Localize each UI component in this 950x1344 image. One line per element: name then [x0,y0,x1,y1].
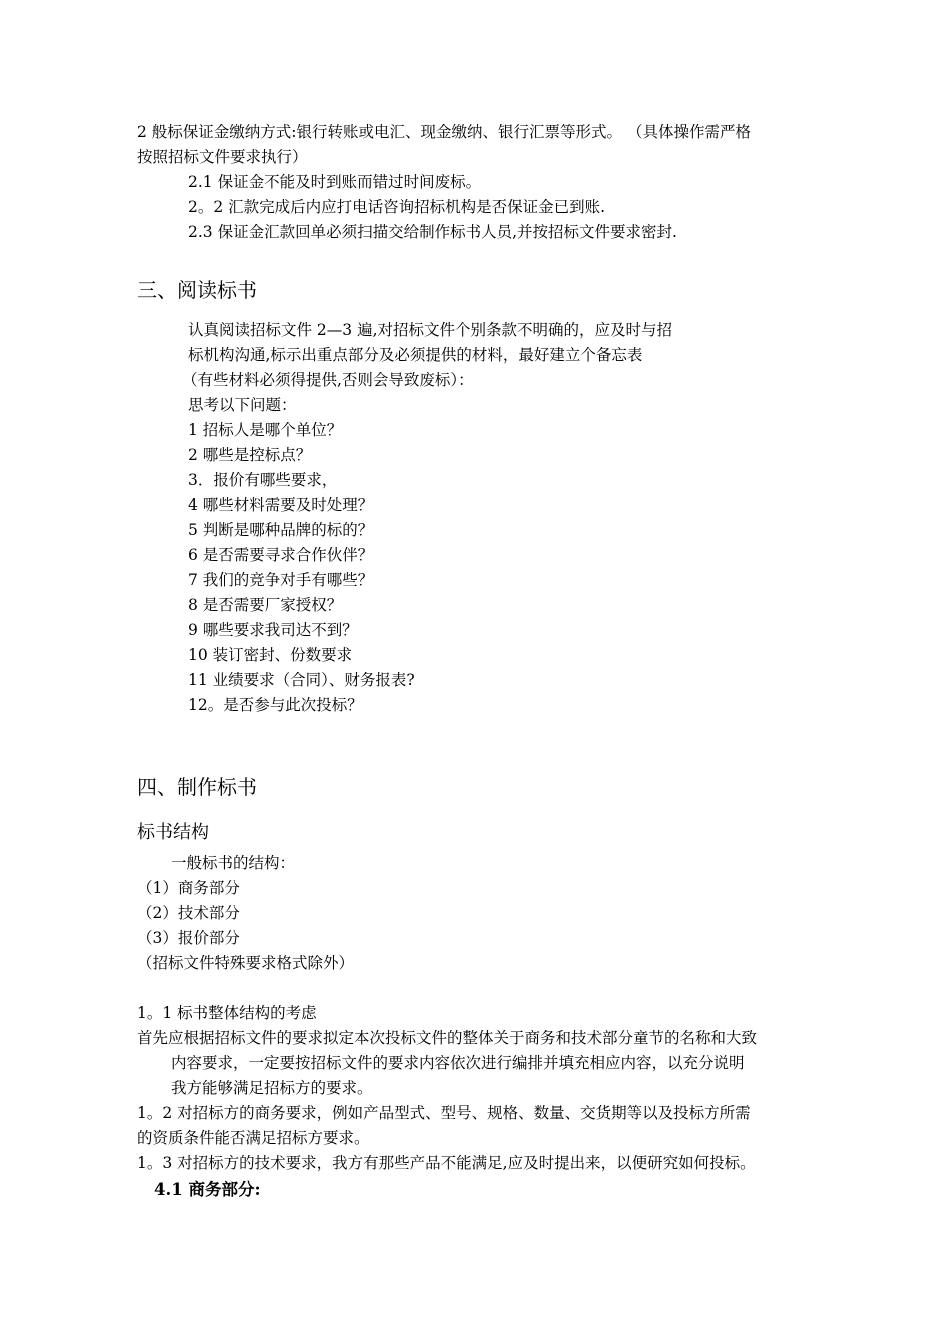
paragraph-read-intro-line3: （有些材料必须得提供,否则会导致废标）： [182,371,474,389]
list-item: 2 哪些是控标点？ [188,446,312,464]
questions-title: 思考以下问题： [188,396,297,414]
list-item: （1）商务部分 [137,879,240,897]
list-item: 10 装订密封、份数要求 [188,646,353,664]
structure-note: （招标文件特殊要求格式除外） [137,954,355,972]
list-item: 11 业绩要求（合同）、财务报表? [188,671,415,689]
paragraph-1-2-line1: 1。2 对招标方的商务要求，例如产品型式、型号、规格、数量、交货期等以及投标方所需 [137,1104,751,1122]
list-item: 5 判断是哪种品牌的标的？ [188,521,374,539]
paragraph-deposit-methods-line2: 按照招标文件要求执行） [137,148,308,166]
paragraph-1-1-line1: 首先应根据招标文件的要求拟定本次投标文件的整体关于商务和技术部分童节的名称和大致 [137,1029,758,1047]
section-heading-make-tender: 四、制作标书 [137,775,257,799]
list-item: 7 我们的竞争对手有哪些？ [188,571,374,589]
paragraph-read-intro-line1: 认真阅读招标文件 2—3 遍,对招标文件个别条款不明确的，应及时与招 [188,321,673,339]
list-item: 6 是否需要寻求合作伙伴？ [188,546,374,564]
list-item-2-2: 2。2 汇款完成后内应打电话咨询招标机构是否保证金已到账. [188,198,606,216]
list-item: 4 哪些材料需要及时处理？ [188,496,374,514]
list-item-2-1: 2.1 保证金不能及时到账而错过时间废标。 [188,173,482,191]
list-item: 3．报价有哪些要求， [188,471,338,489]
list-item: （3）报价部分 [137,929,240,947]
paragraph-deposit-methods-line1: 2 般标保证金缴纳方式:银行转账或电汇、现金缴纳、银行汇票等形式。 （具体操作需严格 [137,123,751,141]
paragraph-1-1-line3: 我方能够满足招标方的要求。 [171,1079,373,1097]
list-item: 8 是否需要厂家授权？ [188,596,343,614]
list-item: （2）技术部分 [137,904,240,922]
list-item: 1 招标人是哪个单位？ [188,421,343,439]
list-item-2-3: 2.3 保证金汇款回单必须扫描交给制作标书人员,并按招标文件要求密封. [188,223,677,241]
paragraph-read-intro-line2: 标机构沟通,标示出重点部分及必须提供的材料，最好建立个备忘表 [188,346,643,364]
structure-intro: 一般标书的结构： [171,854,296,872]
subheading-4-1-business: 4.1 商务部分: [154,1180,261,1199]
subheading-tender-structure: 标书结构 [137,822,209,843]
paragraph-1-1-line2: 内容要求，一定要按招标文件的要求内容依次进行编排并填充相应内容，以充分说明 [171,1054,745,1072]
list-item: 12。是否参与此次投标？ [188,696,363,714]
list-item: 9 哪些要求我司达不到？ [188,621,358,639]
section-heading-read-tender: 三、阅读标书 [137,278,257,302]
paragraph-1-1-title: 1。1 标书整体结构的考虑 [137,1004,317,1022]
paragraph-1-2-line2: 的资质条件能否满足招标方要求。 [137,1129,370,1147]
paragraph-1-3: 1。3 对招标方的技术要求，我方有那些产品不能满足,应及时提出来，以便研究如何投标。 [137,1154,756,1172]
